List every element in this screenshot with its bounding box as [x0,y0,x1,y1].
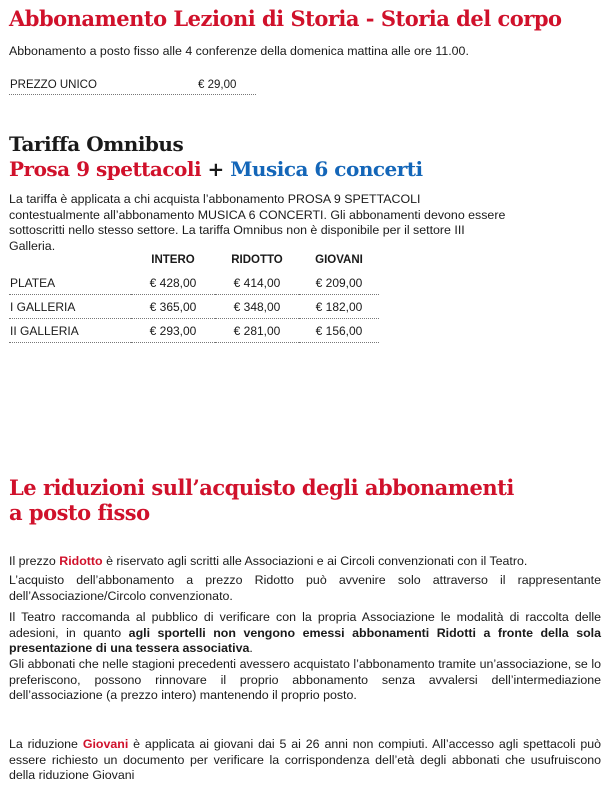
highlight-giovani: Giovani [82,737,129,751]
row-label: PLATEA [9,271,131,295]
row-label: I GALLERIA [9,295,131,319]
lezioni-description: Abbonamento a posto fisso alle 4 conferenze della domenica mattina alle ore 11.00. [9,44,469,58]
omnibus-subtitle [9,158,423,181]
text: è riservato agli scritti alle Associazioni e ai Circoli convenzionati con il Teatro. [102,554,528,568]
cell-ridotto: € 414,00 [215,271,299,295]
text: Il Teatro raccomanda al pubblico di verificare con la propria Associazione le modalità di raccolta delle adesioni, in quanto [9,610,601,640]
text: Il prezzo [9,554,60,568]
cell-ridotto: € 281,00 [215,319,299,343]
text: La riduzione [9,737,83,751]
row-label: II GALLERIA [9,319,131,343]
text: è applicata ai giovani dai 5 ai 26 anni non compiuti. All’accesso agli spettacoli può essere richiesto un documento per verificare la corrispondenza dell’età degli abbonati che usufruiscono della riduzione Giovani [9,737,601,782]
cell-giovani: € 156,00 [299,319,379,343]
cell-intero: € 293,00 [131,319,215,343]
cell-giovani: € 182,00 [299,295,379,319]
omnibus-title: Tariffa Omnibus [9,132,184,156]
paragraph-raccomanda [9,610,601,657]
riduzioni-title-line2: a posto fisso [9,500,150,525]
prezzo-unico-row [9,76,256,95]
omnibus-description: La tariffa è applicata a chi acquista l’abbonamento PROSA 9 SPETTACOLI contestualmente all’abbonamento MUSICA 6 CONCERTI. Gli abbonamenti devono essere sottoscritti nello stesso settore. La tariffa Omnibus non è disponibile per il settore III Galleria. [9,192,506,253]
cell-intero: € 428,00 [131,271,215,295]
paragraph-ridotto [9,554,601,570]
cell-intero: € 365,00 [131,295,215,319]
text: . [249,641,253,655]
paragraph-acquisto: L’acquisto dell’abbonamento a prezzo Ridotto può avvenire solo attraverso il rappresentante dell’Associazione/Circolo convenzionato. [9,573,601,603]
col-header-giovani: GIOVANI [315,254,363,266]
plus-sign: + [201,157,231,181]
paragraph-giovani [9,737,601,784]
riduzioni-title-line1: Le riduzioni sull’acquisto degli abbonamenti [9,475,514,500]
highlight-ridotto: Ridotto [59,554,103,568]
table-header-row [9,249,379,271]
table-row [9,271,379,295]
bold-sportelli: agli sportelli non vengono emessi abbonamenti Ridotti a fronte della sola presentazione di una tessera associativa [9,625,602,655]
col-header-ridotto: RIDOTTO [231,254,283,266]
cell-ridotto: € 348,00 [215,295,299,319]
table-row [9,295,379,319]
table-row [9,319,379,343]
riduzioni-title [9,475,514,525]
omnibus-price-table [9,249,379,343]
prosa-label: Prosa 9 spettacoli [9,157,202,181]
section-title-lezioni-storia: Abbonamento Lezioni di Storia - Storia del corpo [9,6,562,31]
prezzo-unico-value: € 29,00 [198,79,237,91]
musica-label: Musica 6 concerti [230,157,423,181]
col-header-intero: INTERO [151,254,195,266]
paragraph-rinnovo: Gli abbonati che nelle stagioni precedenti avessero acquistato l’abbonamento tramite un’associazione, se lo preferiscono, possono rinnovare il proprio abbonamento senza avvalersi dell’intermediazione dell’associazione (a prezzo intero) mantenendo il proprio posto. [9,657,601,702]
prezzo-unico-label: PREZZO UNICO [10,79,97,91]
cell-giovani: € 209,00 [299,271,379,295]
